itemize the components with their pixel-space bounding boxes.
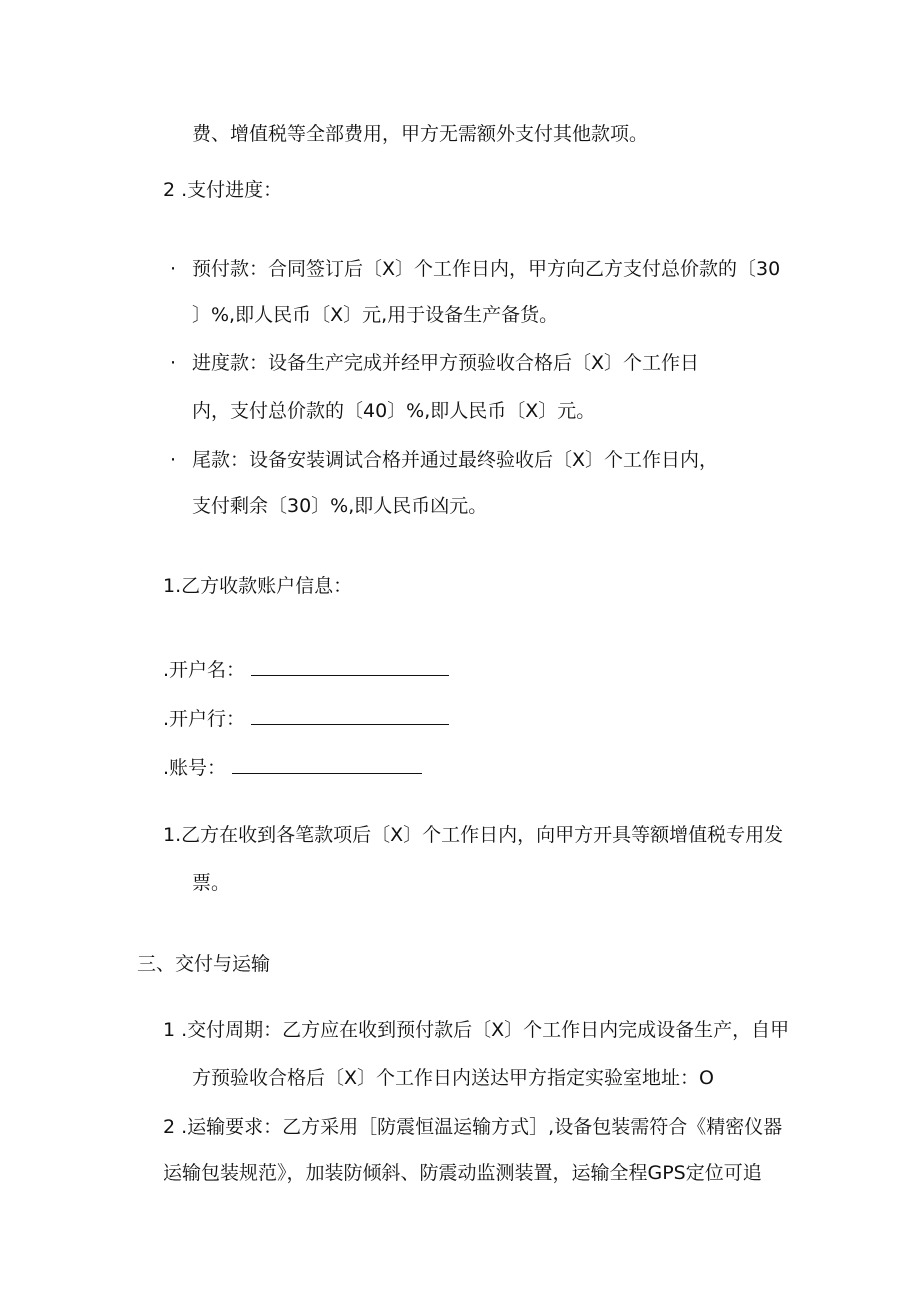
pay-schedule-heading: 2 .支付进度： [163,179,283,201]
delivery-line-1: 1 .交付周期：乙方应在收到预付款后〔X〕个工作日内完成设备生产，自甲 [163,1019,790,1041]
transport-line-2: 运输包装规范》，加装防倾斜、防震动监测装置，运输全程GPS定位可追 [163,1162,762,1184]
progress-line-1: 进度款：设备生产完成并经甲方预验收合格后〔X〕个工作日 [192,352,700,374]
account-heading: 1.乙方收款账户信息： [163,575,353,597]
delivery-line-2: 方预验收合格后〔X〕个工作日内送达甲方指定实验室地址：O [192,1067,714,1089]
bullet-dot-prepay: · [170,258,177,280]
invoice-line-2: 票。 [192,872,231,894]
prepay-line-2: 〕%,即人民币〔X〕元,用于设备生产备货。 [192,304,559,326]
final-line-1: 尾款：设备安装调试合格并通过最终验收后〔X〕个工作日内， [192,449,719,471]
cont-tax-line: 费、增值税等全部费用，甲方无需额外支付其他款项。 [192,123,649,145]
section-3-heading: 三、交付与运输 [137,953,271,975]
bullet-dot-final: · [170,449,177,471]
bank-blank [251,708,449,725]
bank-row [163,708,449,729]
account-no-row [163,757,422,778]
transport-line-1: 2 .运输要求：乙方采用［防震恒温运输方式］,设备包装需符合《精密仪器 [163,1116,783,1138]
account-no-blank [232,757,422,774]
bank-label: .开户行： [163,708,246,730]
invoice-line-1: 1.乙方在收到各笔款项后〔X〕个工作日内，向甲方开具等额增值税专用发 [163,824,784,846]
account-name-blank [251,659,449,676]
account-no-label: .账号： [163,757,227,779]
prepay-line-1: 预付款：合同签订后〔X〕个工作日内，甲方向乙方支付总价款的〔30 [192,258,781,280]
account-name-row [163,659,449,680]
progress-line-2: 内，支付总价款的〔40〕%,即人民币〔X〕元。 [192,400,596,422]
account-name-label: .开户名： [163,659,246,681]
final-line-2: 支付剩余〔30〕%,即人民币凶元。 [192,495,488,517]
bullet-dot-progress: · [170,352,177,374]
